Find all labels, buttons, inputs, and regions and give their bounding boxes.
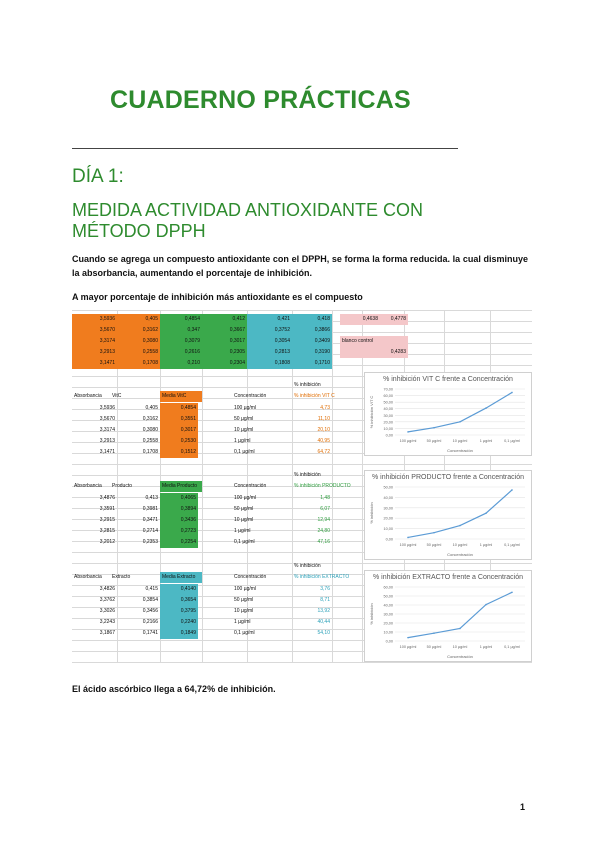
mean-cell: 0,2240	[160, 617, 198, 628]
section-heading-line1: MEDIDA ACTIVIDAD ANTIOXIDANTE CON	[72, 200, 424, 220]
sample-cell: 0,1708	[142, 449, 158, 455]
concentration-cell: 1 µg/ml	[234, 528, 251, 534]
concentration-cell: 1 µg/ml	[234, 619, 251, 625]
y-tick-label: 30,00	[383, 506, 393, 511]
absorbance-cell: 3,2915	[99, 517, 115, 523]
x-tick-label: 1 µg/ml	[479, 543, 493, 547]
blank-mean-cell: 0,4283	[340, 347, 408, 358]
table-header: % inhibición VIT C	[294, 393, 335, 399]
top-block-cell: 0,3054	[247, 336, 292, 347]
mean-cell: 0,3795	[160, 606, 198, 617]
absorbance-cell: 3,4876	[99, 495, 115, 501]
x-tick-label: 100 µg/ml	[399, 439, 417, 443]
mean-cell: 0,2254	[160, 537, 198, 548]
y-tick-label: 60,00	[383, 394, 393, 399]
table-header: Absorbancia	[74, 574, 102, 580]
concentration-cell: 10 µg/ml	[234, 608, 254, 614]
top-block-cell: 0,3080	[117, 336, 160, 347]
y-tick-label: 10,00	[383, 527, 393, 532]
absorbance-cell: 3,4826	[99, 586, 115, 592]
mean-cell: 0,1512	[160, 447, 198, 458]
y-axis-label: % inhibición	[369, 502, 374, 524]
x-tick-label: 50 µg/ml	[426, 543, 442, 547]
absorbance-cell: 3,2243	[99, 619, 115, 625]
data-point	[459, 421, 461, 423]
sample-cell: 0,2558	[142, 438, 158, 444]
page-number: 1	[520, 802, 526, 812]
table-header: Media Producto	[160, 481, 202, 492]
absorbance-cell: 3,3026	[99, 608, 115, 614]
day-heading: DÍA 1:	[72, 166, 124, 187]
x-tick-label: 0,1 µg/ml	[504, 543, 520, 547]
top-block-cell: 0,3409	[292, 336, 332, 347]
mean-cell: 0,2530	[160, 436, 198, 447]
y-tick-label: 10,00	[383, 630, 393, 635]
table-header: Media Extracto	[160, 572, 202, 583]
sample-cell: 0,3981	[142, 506, 158, 512]
chart-title: % inhibición EXTRACTO frente a Concentración	[372, 574, 524, 581]
y-tick-label: 40,00	[383, 495, 393, 500]
data-point	[511, 489, 513, 491]
y-tick-label: 0,00	[385, 537, 393, 542]
x-tick-label: 50 µg/ml	[426, 439, 442, 443]
concentration-cell: 0,1 µg/ml	[234, 449, 255, 455]
mean-cell: 0,3436	[160, 515, 198, 526]
spreadsheet-screenshot	[72, 310, 532, 662]
absorbance-cell: 3,1471	[99, 449, 115, 455]
absorbance-cell: 3,5936	[99, 405, 115, 411]
chart-plot	[365, 471, 533, 561]
data-point	[459, 525, 461, 527]
inhibition-cell: 40,95	[317, 438, 330, 444]
data-point	[485, 604, 487, 606]
mean-cell: 0,4065	[160, 493, 198, 504]
y-tick-label: 0,00	[385, 639, 393, 644]
absorbance-cell: 3,1867	[99, 630, 115, 636]
y-tick-label: 20,00	[383, 621, 393, 626]
chart-plot	[365, 571, 533, 663]
inhibition-cell: 20,10	[317, 427, 330, 433]
conclusion-paragraph: El ácido ascórbico llega a 64,72% de inhibición.	[72, 684, 276, 694]
inhibition-cell: 8,71	[320, 597, 330, 603]
top-block-cell: 0,3752	[247, 325, 292, 336]
table-header: VitC	[112, 393, 122, 399]
sample-cell: 0,3162	[142, 416, 158, 422]
sample-cell: 0,1741	[142, 630, 158, 636]
y-tick-label: 70,00	[383, 387, 393, 392]
absorbance-cell: 3,3762	[99, 597, 115, 603]
data-point	[485, 512, 487, 514]
data-point	[459, 628, 461, 630]
y-axis-label: % inhibición VIT C	[369, 395, 374, 429]
absorbance-cell: 3,3174	[99, 427, 115, 433]
x-tick-label: 10 µg/ml	[452, 543, 468, 547]
x-tick-label: 0,1 µg/ml	[504, 439, 520, 443]
inhibition-cell: 6,07	[320, 506, 330, 512]
inhibition-chart	[364, 372, 532, 456]
concentration-cell: 1 µg/ml	[234, 438, 251, 444]
mean-cell: 0,3894	[160, 504, 198, 515]
sample-cell: 0,413	[145, 495, 158, 501]
sample-cell: 0,3080	[142, 427, 158, 433]
top-block-cell: 3,5670	[72, 325, 117, 336]
inhibition-cell: 1,48	[320, 495, 330, 501]
sample-cell: 0,415	[145, 586, 158, 592]
table-header: % inhibición PRODUCTO	[294, 483, 351, 489]
y-tick-label: 0,00	[385, 433, 393, 438]
data-point	[407, 537, 409, 539]
section-heading-line2: MÉTODO DPPH	[72, 221, 206, 241]
y-tick-label: 20,00	[383, 420, 393, 425]
top-block-cell: 0,3079	[160, 336, 202, 347]
sample-cell: 0,2353	[142, 539, 158, 545]
y-tick-label: 40,00	[383, 407, 393, 412]
concentration-cell: 50 µg/ml	[234, 597, 254, 603]
top-block-cell: 0,412	[202, 314, 247, 325]
chart-title: % inhibición VIT C frente a Concentración	[383, 376, 513, 383]
mean-cell: 0,4140	[160, 584, 198, 595]
y-tick-label: 50,00	[383, 594, 393, 599]
x-tick-label: 10 µg/ml	[452, 439, 468, 443]
y-tick-label: 50,00	[383, 485, 393, 490]
section-heading	[72, 200, 492, 242]
table-header: Producto	[112, 483, 133, 489]
pct-label: % inhibición	[294, 563, 321, 569]
mean-cell: 0,4854	[160, 403, 198, 414]
concentration-cell: 10 µg/ml	[234, 427, 254, 433]
top-block-cell: 0,1710	[292, 358, 332, 369]
top-block-cell: 3,1471	[72, 358, 117, 369]
x-tick-label: 1 µg/ml	[479, 439, 493, 443]
x-axis-label: Concentración	[447, 552, 473, 557]
absorbance-cell: 3,2012	[99, 539, 115, 545]
y-tick-label: 10,00	[383, 426, 393, 431]
pct-label: % inhibición	[294, 472, 321, 478]
concentration-cell: 50 µg/ml	[234, 416, 254, 422]
y-tick-label: 40,00	[383, 603, 393, 608]
sample-cell: 0,2166	[142, 619, 158, 625]
inhibition-cell: 24,80	[317, 528, 330, 534]
absorbance-cell: 3,5670	[99, 416, 115, 422]
x-axis-label: Concentración	[447, 448, 473, 453]
top-block-cell: 0,2304	[202, 358, 247, 369]
concentration-cell: 100 µg/ml	[234, 495, 257, 501]
table-header: Concentración	[234, 483, 267, 489]
sample-cell: 0,2714	[142, 528, 158, 534]
inhibition-chart	[364, 570, 532, 662]
top-block-cell: 0,2305	[202, 347, 247, 358]
top-block-cell: 0,405	[117, 314, 160, 325]
table-header: Concentración	[234, 574, 267, 580]
top-block-cell: 0,2558	[117, 347, 160, 358]
x-tick-label: 100 µg/ml	[399, 543, 417, 547]
inhibition-cell: 47,16	[317, 539, 330, 545]
chart-plot	[365, 373, 533, 457]
top-block-cell: 0,2616	[160, 347, 202, 358]
table-header: Concentración	[234, 393, 267, 399]
series-line	[408, 392, 512, 431]
x-axis-label: Concentración	[447, 654, 473, 659]
top-block-cell: 3,5936	[72, 314, 117, 325]
data-point	[407, 637, 409, 639]
y-tick-label: 30,00	[383, 413, 393, 418]
chart-title: % inhibición PRODUCTO frente a Concentración	[372, 474, 524, 481]
absorbance-cell: 3,2913	[99, 438, 115, 444]
concentration-cell: 100 µg/ml	[234, 586, 257, 592]
x-tick-label: 10 µg/ml	[452, 645, 468, 649]
intro-paragraph: Cuando se agrega un compuesto antioxidante con el DPPH, se forma la forma reducida. la cual disminuye la absorbancia, aumentando el porcentaje de inhibición.	[72, 254, 528, 278]
inhibition-cell: 3,76	[320, 586, 330, 592]
data-point	[433, 632, 435, 634]
x-tick-label: 1 µg/ml	[479, 645, 493, 649]
concentration-cell: 0,1 µg/ml	[234, 539, 255, 545]
blank-label-cell: blanco control	[340, 336, 408, 347]
blank-ref-cell: 0,4638	[340, 314, 380, 325]
sample-cell: 0,3456	[142, 608, 158, 614]
inhibition-cell: 40,44	[317, 619, 330, 625]
inhibition-chart	[364, 470, 532, 560]
top-block-cell: 0,1808	[247, 358, 292, 369]
mean-cell: 0,2723	[160, 526, 198, 537]
data-point	[511, 592, 513, 594]
top-block-cell: 0,3162	[117, 325, 160, 336]
top-block-cell: 0,3017	[202, 336, 247, 347]
sample-cell: 0,405	[145, 405, 158, 411]
series-line	[408, 490, 512, 538]
series-line	[408, 592, 512, 637]
y-tick-label: 60,00	[383, 585, 393, 590]
y-tick-label: 20,00	[383, 516, 393, 521]
title-divider	[72, 148, 458, 149]
mean-cell: 0,3551	[160, 414, 198, 425]
concentration-cell: 100 µg/ml	[234, 405, 257, 411]
table-header: Media VitC	[160, 391, 202, 402]
mean-cell: 0,3654	[160, 595, 198, 606]
top-block-cell: 3,3174	[72, 336, 117, 347]
statement-paragraph: A mayor porcentaje de inhibición más antioxidante es el compuesto	[72, 292, 363, 302]
table-header: Absorbancia	[74, 393, 102, 399]
x-tick-label: 50 µg/ml	[426, 645, 442, 649]
top-block-cell: 0,210	[160, 358, 202, 369]
top-block-cell: 0,4854	[160, 314, 202, 325]
y-tick-label: 50,00	[383, 400, 393, 405]
top-block-cell: 0,3190	[292, 347, 332, 358]
blank-val-cell: 0,4778	[380, 314, 408, 325]
top-block-cell: 0,418	[292, 314, 332, 325]
top-block-cell: 0,3866	[292, 325, 332, 336]
x-tick-label: 100 µg/ml	[399, 645, 417, 649]
inhibition-cell: 13,92	[317, 608, 330, 614]
pct-label: % inhibición	[294, 382, 321, 388]
document-title: CUADERNO PRÁCTICAS	[110, 86, 411, 114]
inhibition-cell: 54,10	[317, 630, 330, 636]
mean-cell: 0,1849	[160, 628, 198, 639]
y-axis-label: % inhibición	[369, 603, 374, 625]
table-header: Extracto	[112, 574, 131, 580]
concentration-cell: 0,1 µg/ml	[234, 630, 255, 636]
inhibition-cell: 64,72	[317, 449, 330, 455]
mean-cell: 0,3017	[160, 425, 198, 436]
grid-line	[72, 310, 532, 311]
top-block-cell: 0,421	[247, 314, 292, 325]
inhibition-cell: 4,73	[320, 405, 330, 411]
table-header: % inhibición EXTRACTO	[294, 574, 350, 580]
concentration-cell: 10 µg/ml	[234, 517, 254, 523]
top-block-cell: 0,2813	[247, 347, 292, 358]
concentration-cell: 50 µg/ml	[234, 506, 254, 512]
absorbance-cell: 3,3591	[99, 506, 115, 512]
x-tick-label: 0,1 µg/ml	[504, 645, 520, 649]
data-point	[407, 431, 409, 433]
y-tick-label: 30,00	[383, 612, 393, 617]
top-block-cell: 3,2913	[72, 347, 117, 358]
top-block-cell: 0,347	[160, 325, 202, 336]
data-point	[511, 392, 513, 394]
top-block-cell: 0,1708	[117, 358, 160, 369]
sample-cell: 0,3471	[142, 517, 158, 523]
data-point	[433, 532, 435, 534]
absorbance-cell: 3,2815	[99, 528, 115, 534]
sample-cell: 0,3854	[142, 597, 158, 603]
inhibition-cell: 12,94	[317, 517, 330, 523]
table-header: Absorbancia	[74, 483, 102, 489]
top-block-cell: 0,3667	[202, 325, 247, 336]
data-point	[433, 427, 435, 429]
inhibition-cell: 11,10	[317, 416, 330, 422]
data-point	[485, 407, 487, 409]
grid-line	[72, 464, 532, 465]
